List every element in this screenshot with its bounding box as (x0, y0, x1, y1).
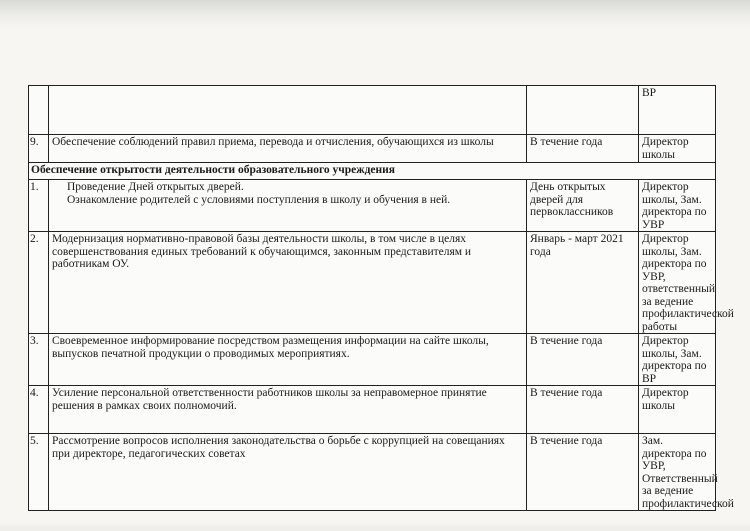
responsible-cell: Директор школы (639, 135, 716, 163)
row-number: 1. (29, 180, 49, 232)
anticorruption-plan-table (28, 85, 734, 511)
term-cell: В течение года (527, 434, 639, 511)
term-cell: В течение года (527, 334, 639, 386)
scan-top-edge (0, 0, 750, 30)
responsible-cell: Директор школы, Зам. директора по УВР (639, 180, 716, 232)
row-number: 9. (29, 135, 49, 163)
activity-line: Ознакомление родителей с условиями поступления в школу и обучения в ней. (67, 193, 451, 206)
activity-line: Проведение Дней открытых дверей. (67, 181, 244, 193)
term-cell: В течение года (527, 135, 639, 163)
table-row (29, 86, 716, 135)
responsible-cell: Директор школы, Зам. директора по ВР (639, 334, 716, 386)
term-cell: В течение года (527, 386, 639, 434)
table-row (29, 180, 716, 232)
activity-cell (49, 180, 527, 232)
section-header-row (29, 163, 716, 180)
activity-cell: Модернизация нормативно-правовой базы деятельности школы, в том числе в целях совершенствования единых требований к обучающимся, законным представителям и работникам ОУ. (49, 232, 527, 334)
table-row (29, 334, 716, 386)
table-row (29, 386, 716, 434)
row-number: 2. (29, 232, 49, 334)
row-number: 3. (29, 334, 49, 386)
table-row (29, 434, 716, 511)
term-cell: День открытых дверей для первоклассников (527, 180, 639, 232)
activity-cell: Обеспечение соблюдений правил приема, перевода и отчисления, обучающихся из школы (49, 135, 527, 163)
table-row (29, 135, 716, 163)
row-number: 4. (29, 386, 49, 434)
activity-cell: Рассмотрение вопросов исполнения законодательства о борьбе с коррупцией на совещаниях при директоре, педагогических советах (49, 434, 527, 511)
activity-cell (49, 86, 527, 135)
term-cell (527, 86, 639, 135)
document-page (28, 85, 734, 511)
section-title: Обеспечение открытости деятельности образовательного учреждения (29, 163, 716, 180)
term-cell: Январь - март 2021 года (527, 232, 639, 334)
responsible-cell: Зам. директора по УВР, Ответственный за ведение профилактической (639, 434, 716, 511)
activity-cell: Своевременное информирование посредством размещения информации на сайте школы, выпусков печатной продукции о проводимых мероприятиях. (49, 334, 527, 386)
responsible-cell: ВР (639, 86, 716, 135)
activity-cell: Усиление персональной ответственности работников школы за неправомерное принятие решения в рамках своих полномочий. (49, 386, 527, 434)
row-number: 5. (29, 434, 49, 511)
table-row (29, 232, 716, 334)
scan-bottom-edge (0, 522, 750, 531)
row-number (29, 86, 49, 135)
responsible-cell: Директор школы (639, 386, 716, 434)
responsible-cell: Директор школы, Зам. директора по УВР, ответственный за ведение профилактической работы (639, 232, 716, 334)
